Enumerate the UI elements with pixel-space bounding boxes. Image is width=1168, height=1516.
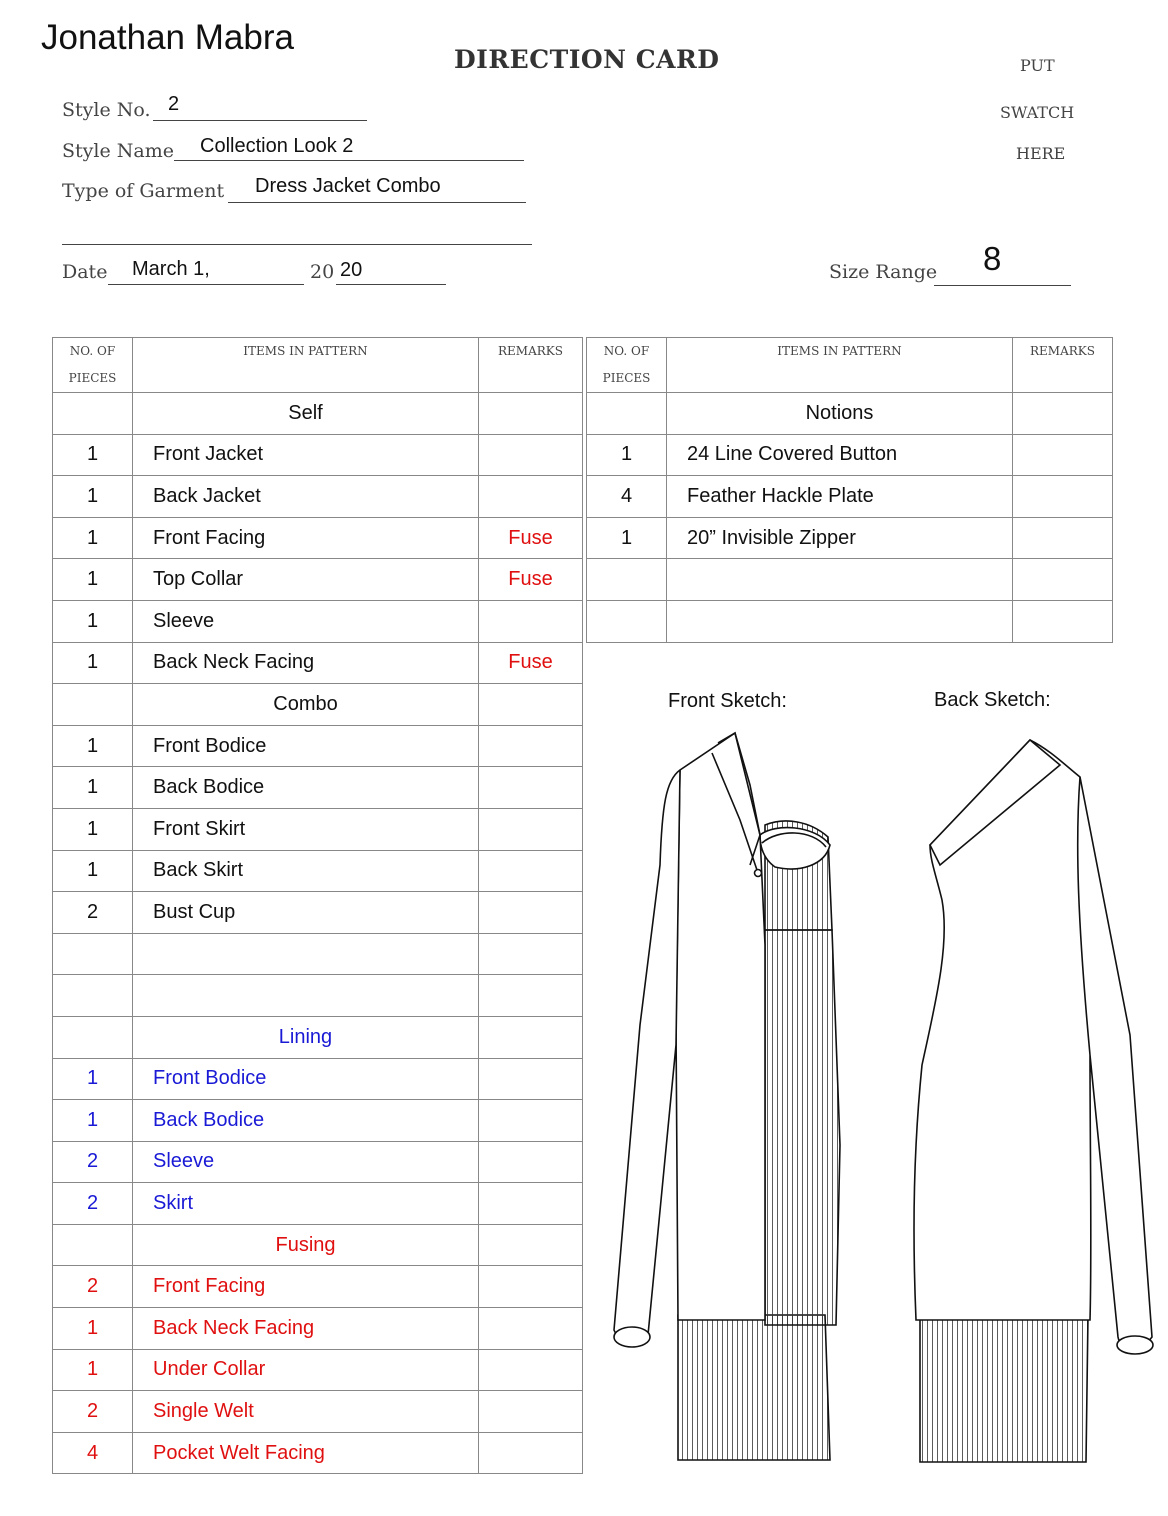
pattern-item: Front Jacket [133, 434, 479, 476]
style-no-value[interactable]: 2 [168, 93, 180, 115]
remark [479, 725, 583, 767]
remark [479, 1432, 583, 1474]
piece-count: 1 [587, 434, 667, 476]
table-row [53, 808, 583, 850]
piece-count: 1 [53, 600, 133, 642]
piece-count: 1 [53, 642, 133, 684]
pattern-item [133, 975, 479, 1017]
pattern-item: Single Welt [133, 1391, 479, 1433]
section-row [53, 1016, 583, 1058]
back-sketch-drawing [900, 725, 1168, 1465]
table-row [53, 559, 583, 601]
table-row [53, 975, 583, 1017]
piece-count: 2 [53, 1266, 133, 1308]
section-row [53, 684, 583, 726]
piece-count [53, 975, 133, 1017]
piece-count: 1 [53, 1058, 133, 1100]
remark [479, 808, 583, 850]
remark [479, 892, 583, 934]
piece-count [53, 933, 133, 975]
remark [479, 1100, 583, 1142]
section-title: Lining [133, 1016, 479, 1058]
table-row [53, 1432, 583, 1474]
remark [479, 600, 583, 642]
style-name-label: Style Name [62, 140, 174, 162]
piece-count: 2 [53, 1391, 133, 1433]
date-year-value[interactable]: 20 [340, 259, 363, 281]
back-skirt-pleats [920, 1315, 1088, 1462]
table-row [53, 1266, 583, 1308]
table-row [587, 434, 1113, 476]
remark [1013, 476, 1113, 518]
table-row [53, 642, 583, 684]
skirt-pleats [765, 930, 840, 1325]
remark [1013, 559, 1113, 601]
remark [479, 1308, 583, 1350]
remark [479, 850, 583, 892]
right-pattern-table [586, 337, 1113, 643]
style-name-value[interactable]: Collection Look 2 [200, 135, 354, 157]
front-sketch-label: Front Sketch: [668, 690, 787, 712]
table-row [53, 1141, 583, 1183]
size-range-value[interactable]: 8 [983, 240, 1002, 277]
remark [479, 1141, 583, 1183]
piece-count: 2 [53, 1183, 133, 1225]
date-day-value[interactable]: March 1, [132, 258, 210, 280]
table-row [53, 892, 583, 934]
remark [479, 1224, 583, 1266]
pattern-item: 20” Invisible Zipper [667, 517, 1013, 559]
remark [479, 1016, 583, 1058]
date-century: 20 [310, 261, 335, 283]
left-pattern-table [52, 337, 583, 1474]
pattern-item [133, 933, 479, 975]
pattern-item: Skirt [133, 1183, 479, 1225]
piece-count: 1 [53, 476, 133, 518]
table-row [587, 517, 1113, 559]
table-header-row [587, 338, 1113, 393]
table-row [53, 517, 583, 559]
table-row [587, 476, 1113, 518]
remark [1013, 517, 1113, 559]
piece-count: 1 [53, 850, 133, 892]
table-row [53, 767, 583, 809]
piece-count [587, 393, 667, 435]
piece-count: 1 [53, 559, 133, 601]
remark [479, 767, 583, 809]
table-row [53, 1100, 583, 1142]
piece-count: 1 [53, 434, 133, 476]
table-row [53, 1308, 583, 1350]
remark: Fuse [479, 559, 583, 601]
piece-count: 2 [53, 892, 133, 934]
remark [479, 1391, 583, 1433]
section-row [587, 393, 1113, 435]
pattern-item: Feather Hackle Plate [667, 476, 1013, 518]
pattern-item: 24 Line Covered Button [667, 434, 1013, 476]
remarks-header: REMARKS [1013, 338, 1113, 393]
remark: Fuse [479, 517, 583, 559]
piece-count: 4 [587, 476, 667, 518]
swatch-line-1: PUT [1020, 56, 1055, 75]
items-header: ITEMS IN PATTERN [667, 338, 1013, 393]
swatch-line-2: SWATCH [1000, 103, 1075, 122]
pattern-item [667, 559, 1013, 601]
table-row [53, 725, 583, 767]
pattern-item: Pocket Welt Facing [133, 1432, 479, 1474]
back-sketch-label: Back Sketch: [934, 689, 1051, 711]
pieces-header: NO. OF PIECES [53, 338, 133, 393]
pattern-item: Back Skirt [133, 850, 479, 892]
section-title: Notions [667, 393, 1013, 435]
skirt-hem-pleats [678, 1315, 830, 1460]
size-range-label: Size Range [829, 261, 938, 283]
remark [479, 1058, 583, 1100]
piece-count: 1 [53, 808, 133, 850]
pattern-item: Bust Cup [133, 892, 479, 934]
piece-count: 4 [53, 1432, 133, 1474]
pattern-item: Front Skirt [133, 808, 479, 850]
table-row [53, 476, 583, 518]
remark [479, 393, 583, 435]
pattern-item: Back Jacket [133, 476, 479, 518]
pattern-item: Front Facing [133, 517, 479, 559]
piece-count: 1 [53, 517, 133, 559]
table-row [53, 434, 583, 476]
pieces-header: NO. OF PIECES [587, 338, 667, 393]
table-row [587, 559, 1113, 601]
section-row [53, 1224, 583, 1266]
pattern-item: Sleeve [133, 600, 479, 642]
piece-count [53, 684, 133, 726]
pattern-item: Back Neck Facing [133, 642, 479, 684]
card-title: DIRECTION CARD [454, 45, 720, 74]
pattern-item: Back Bodice [133, 1100, 479, 1142]
blank-underline [62, 224, 532, 245]
style-no-label: Style No. [62, 99, 151, 121]
piece-count: 1 [53, 1100, 133, 1142]
remark [479, 476, 583, 518]
section-title: Self [133, 393, 479, 435]
pattern-item: Back Neck Facing [133, 1308, 479, 1350]
table-row [587, 600, 1113, 642]
remarks-header: REMARKS [479, 338, 583, 393]
piece-count [53, 393, 133, 435]
piece-count: 1 [53, 725, 133, 767]
remark [479, 1266, 583, 1308]
piece-count [587, 559, 667, 601]
piece-count: 1 [53, 1308, 133, 1350]
pattern-item: Front Bodice [133, 1058, 479, 1100]
table-header-row [53, 338, 583, 393]
piece-count [53, 1016, 133, 1058]
piece-count: 2 [53, 1141, 133, 1183]
piece-count [53, 1224, 133, 1266]
remark [479, 434, 583, 476]
garment-label: Type of Garment [62, 180, 225, 202]
pattern-item: Front Bodice [133, 725, 479, 767]
pattern-item: Front Facing [133, 1266, 479, 1308]
style-no-underline [153, 100, 367, 121]
size-range-underline [934, 265, 1071, 286]
swatch-line-3: HERE [1016, 144, 1066, 163]
remark [479, 933, 583, 975]
items-header: ITEMS IN PATTERN [133, 338, 479, 393]
remark [1013, 600, 1113, 642]
piece-count: 1 [53, 767, 133, 809]
pattern-item: Top Collar [133, 559, 479, 601]
table-row [53, 1183, 583, 1225]
table-row [53, 850, 583, 892]
remark [479, 975, 583, 1017]
garment-value[interactable]: Dress Jacket Combo [255, 175, 441, 197]
piece-count: 1 [587, 517, 667, 559]
table-row [53, 1391, 583, 1433]
remark [479, 1349, 583, 1391]
section-title: Fusing [133, 1224, 479, 1266]
date-label: Date [62, 261, 108, 283]
table-row [53, 1058, 583, 1100]
front-sketch-drawing [600, 725, 860, 1465]
pattern-item: Under Collar [133, 1349, 479, 1391]
remark [1013, 393, 1113, 435]
remark [1013, 434, 1113, 476]
pattern-item [667, 600, 1013, 642]
remark [479, 684, 583, 726]
remark: Fuse [479, 642, 583, 684]
piece-count: 1 [53, 1349, 133, 1391]
table-row [53, 600, 583, 642]
pattern-item: Sleeve [133, 1141, 479, 1183]
pattern-item: Back Bodice [133, 767, 479, 809]
section-row [53, 393, 583, 435]
table-row [53, 933, 583, 975]
piece-count [587, 600, 667, 642]
remark [479, 1183, 583, 1225]
section-title: Combo [133, 684, 479, 726]
author-name: Jonathan Mabra [41, 18, 294, 57]
table-row [53, 1349, 583, 1391]
